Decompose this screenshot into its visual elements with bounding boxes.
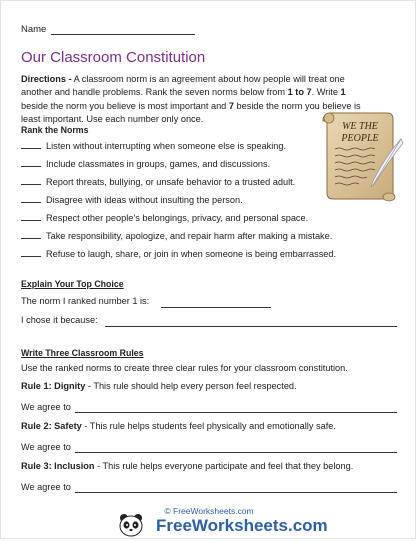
footer-brand[interactable] <box>156 516 328 536</box>
brand-free: Free <box>156 516 192 535</box>
norm-text: Report threats, bullying, or unsafe behavior to a trusted adult. <box>46 177 296 187</box>
directions-part2: . Write <box>311 87 341 98</box>
rule-1-label: Rule 1: Dignity <box>21 381 86 391</box>
rank-blank[interactable] <box>21 248 41 257</box>
reason-answer-line[interactable] <box>105 326 397 327</box>
rule-2-agree-label: We agree to <box>21 442 71 452</box>
explain-prompt-2: I chose it because: <box>21 315 98 325</box>
rule-1-answer-line[interactable] <box>75 412 397 413</box>
rule-2-label: Rule 2: Safety <box>21 421 82 431</box>
rule-2-prompt <box>21 421 336 431</box>
directions-range: 1 to 7 <box>287 87 312 98</box>
scroll-quill-icon <box>317 109 405 205</box>
directions-seven: 7 <box>228 100 234 111</box>
norm-item <box>21 248 336 259</box>
rank-blank[interactable] <box>21 230 41 239</box>
name-label: Name <box>21 24 47 35</box>
rule-1-desc: - This rule should help every person feel respected. <box>85 381 297 391</box>
rank-blank[interactable] <box>21 212 41 221</box>
top-norm-answer-line[interactable] <box>161 307 271 308</box>
rule-3-prompt <box>21 461 353 471</box>
directions-part4: beside the norm you believe is least important. Use each number only once. <box>21 100 361 125</box>
norm-item <box>21 176 295 187</box>
directions-one: 1 <box>340 87 346 98</box>
norm-text: Disagree with ideas without insulting the person. <box>46 195 243 205</box>
rules-heading: Write Three Classroom Rules <box>21 348 144 358</box>
norm-item <box>21 212 308 223</box>
rank-blank[interactable] <box>21 158 41 167</box>
explain-prompt-1: The norm I ranked number 1 is: <box>21 296 150 306</box>
norm-text: Include classmates in groups, games, and discussions. <box>46 159 271 169</box>
rule-1-prompt <box>21 381 297 391</box>
directions-part3: beside the norm you believe is most important and <box>21 100 229 111</box>
norm-item <box>21 194 243 205</box>
norm-item <box>21 158 270 169</box>
footer-copyright[interactable]: © FreeWorksheets.com <box>164 506 254 516</box>
scroll-text-line2: PEOPLE <box>341 133 379 144</box>
explain-heading: Explain Your Top Choice <box>21 279 124 289</box>
page-title: Our Classroom Constitution <box>21 49 206 66</box>
name-field[interactable] <box>51 34 195 35</box>
panda-icon <box>116 513 146 537</box>
rule-2-desc: - This rule helps students feel physically and emotionally safe. <box>81 421 336 431</box>
rule-3-agree-label: We agree to <box>21 482 71 492</box>
directions-part1: A classroom norm is an agreement about how people will treat one another and handle problems. Rank the seven norms below from <box>21 74 345 98</box>
rank-blank[interactable] <box>21 194 41 203</box>
rule-2-answer-line[interactable] <box>75 452 397 453</box>
norm-text: Listen without interrupting when someone else is speaking. <box>46 141 287 151</box>
norm-text: Take responsibility, apologize, and repair harm after making a mistake. <box>46 231 333 241</box>
norm-text: Refuse to laugh, share, or join in when someone is being embarrassed. <box>46 249 337 259</box>
rank-blank[interactable] <box>21 176 41 185</box>
norm-item <box>21 140 286 151</box>
rule-3-desc: - This rule helps everyone participate and feel that they belong. <box>94 461 354 471</box>
rank-heading: Rank the Norms <box>21 125 89 135</box>
brand-rest: Worksheets.com <box>191 516 328 535</box>
rank-blank[interactable] <box>21 140 41 149</box>
directions-lead: Directions - <box>21 74 72 84</box>
norm-item <box>21 230 332 241</box>
rule-3-answer-line[interactable] <box>75 492 397 493</box>
norm-text: Respect other people’s belongings, privacy, and personal space. <box>46 213 309 223</box>
scroll-text-line1: WE THE <box>342 121 378 132</box>
rule-1-agree-label: We agree to <box>21 402 71 412</box>
rule-3-label: Rule 3: Inclusion <box>21 461 95 471</box>
rules-instructions: Use the ranked norms to create three clear rules for your classroom constitution. <box>21 363 348 373</box>
